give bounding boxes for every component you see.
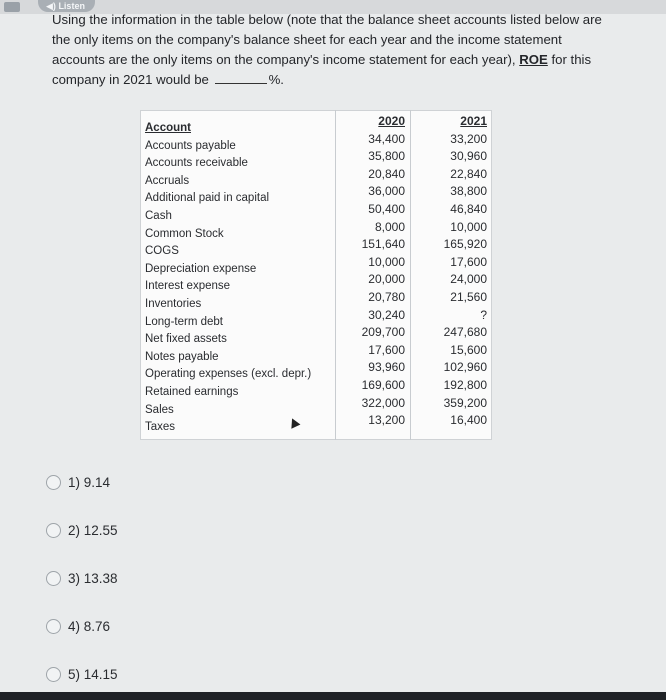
answer-option-5[interactable] <box>46 662 118 686</box>
answer-option-2[interactable] <box>46 518 118 542</box>
bottom-bar <box>0 692 666 700</box>
account-cell: Long-term debt <box>145 315 223 328</box>
account-cell: Retained earnings <box>145 385 239 398</box>
year-2020-column <box>345 113 405 430</box>
radio-button[interactable] <box>46 571 61 586</box>
value-2021-cell: 21,560 <box>450 289 487 304</box>
value-2020-cell: 36,000 <box>368 184 405 199</box>
value-2021-cell: 17,600 <box>450 254 487 269</box>
option-label: 5) 14.15 <box>68 666 118 682</box>
value-2020-cell: 30,240 <box>368 307 405 322</box>
value-2020-cell: 50,400 <box>368 201 405 216</box>
value-2021-cell: 192,800 <box>443 377 487 392</box>
value-2021-cell: 16,400 <box>450 413 487 428</box>
radio-button[interactable] <box>46 619 61 634</box>
roe-term: ROE <box>519 52 548 67</box>
value-2020-cell: 209,700 <box>361 325 405 340</box>
account-cell: Additional paid in capital <box>145 192 270 205</box>
account-cell: Depreciation expense <box>145 262 257 275</box>
value-2020-cell: 35,800 <box>368 149 405 164</box>
value-2021-cell: 33,200 <box>450 131 487 146</box>
value-2021-cell: 247,680 <box>443 325 487 340</box>
value-2021-cell: ? <box>480 307 487 322</box>
option-label: 4) 8.76 <box>68 618 111 634</box>
answer-option-1[interactable] <box>46 470 110 494</box>
value-2021-cell: 10,000 <box>450 219 487 234</box>
value-2021-cell: 24,000 <box>450 272 487 287</box>
account-cell: Cash <box>145 209 172 222</box>
value-2020-cell: 151,640 <box>361 237 405 252</box>
option-label: 2) 12.55 <box>68 522 118 538</box>
account-cell: Net fixed assets <box>145 333 227 346</box>
option-label: 3) 13.38 <box>68 570 118 586</box>
question-suffix: for this company in 2021 would be <box>52 52 592 87</box>
account-cell: Accounts payable <box>145 139 236 152</box>
radio-button[interactable] <box>46 667 61 682</box>
year-2021-header: 2021 <box>460 114 487 128</box>
account-cell: Taxes <box>145 421 176 434</box>
option-label: 1) 9.14 <box>68 474 111 490</box>
account-cell: Inventories <box>145 297 202 310</box>
percent-unit: %. <box>268 72 284 87</box>
question-body: Using the information in the table below (note that the balance sheet accounts listed below are the only items on the company's balance sheet for each year and the income statement accounts are the only items on the company's income statement for each year), <box>52 12 602 67</box>
account-cell: Common Stock <box>145 227 224 240</box>
value-2021-cell: 30,960 <box>450 149 487 164</box>
radio-button[interactable] <box>46 475 61 490</box>
account-cell: COGS <box>145 245 179 258</box>
value-2020-cell: 93,960 <box>368 360 405 375</box>
value-2021-cell: 359,200 <box>443 395 487 410</box>
value-2021-cell: 15,600 <box>450 342 487 357</box>
account-cell: Notes payable <box>145 350 219 363</box>
account-cell: Interest expense <box>145 280 231 293</box>
account-table <box>140 110 492 440</box>
year-2021-column <box>427 113 487 430</box>
value-2020-cell: 322,000 <box>361 395 405 410</box>
value-2020-cell: 34,400 <box>368 131 405 146</box>
value-2020-cell: 17,600 <box>368 342 405 357</box>
answer-option-4[interactable] <box>46 614 110 638</box>
answer-option-3[interactable] <box>46 566 118 590</box>
radio-button[interactable] <box>46 523 61 538</box>
account-header: Account <box>145 122 191 134</box>
table-divider <box>410 110 411 440</box>
value-2020-cell: 13,200 <box>368 413 405 428</box>
value-2020-cell: 20,780 <box>368 289 405 304</box>
value-2020-cell: 169,600 <box>361 377 405 392</box>
value-2020-cell: 20,000 <box>368 272 405 287</box>
value-2021-cell: 46,840 <box>450 201 487 216</box>
table-divider <box>335 110 336 440</box>
answer-blank <box>215 83 267 84</box>
year-2020-header: 2020 <box>378 114 405 128</box>
account-cell: Sales <box>145 403 174 416</box>
value-2021-cell: 102,960 <box>443 360 487 375</box>
menu-icon[interactable] <box>4 2 20 12</box>
account-column <box>145 120 335 437</box>
value-2021-cell: 38,800 <box>450 184 487 199</box>
value-2020-cell: 10,000 <box>368 254 405 269</box>
account-cell: Accruals <box>145 174 190 187</box>
question-text <box>52 10 612 90</box>
value-2021-cell: 165,920 <box>443 237 487 252</box>
value-2020-cell: 8,000 <box>374 219 405 234</box>
speaker-icon: ◀) <box>46 1 56 11</box>
value-2021-cell: 22,840 <box>450 166 487 181</box>
listen-label: Listen <box>58 1 85 11</box>
account-cell: Accounts receivable <box>145 157 248 170</box>
value-2020-cell: 20,840 <box>368 166 405 181</box>
account-cell: Operating expenses (excl. depr.) <box>145 368 312 381</box>
